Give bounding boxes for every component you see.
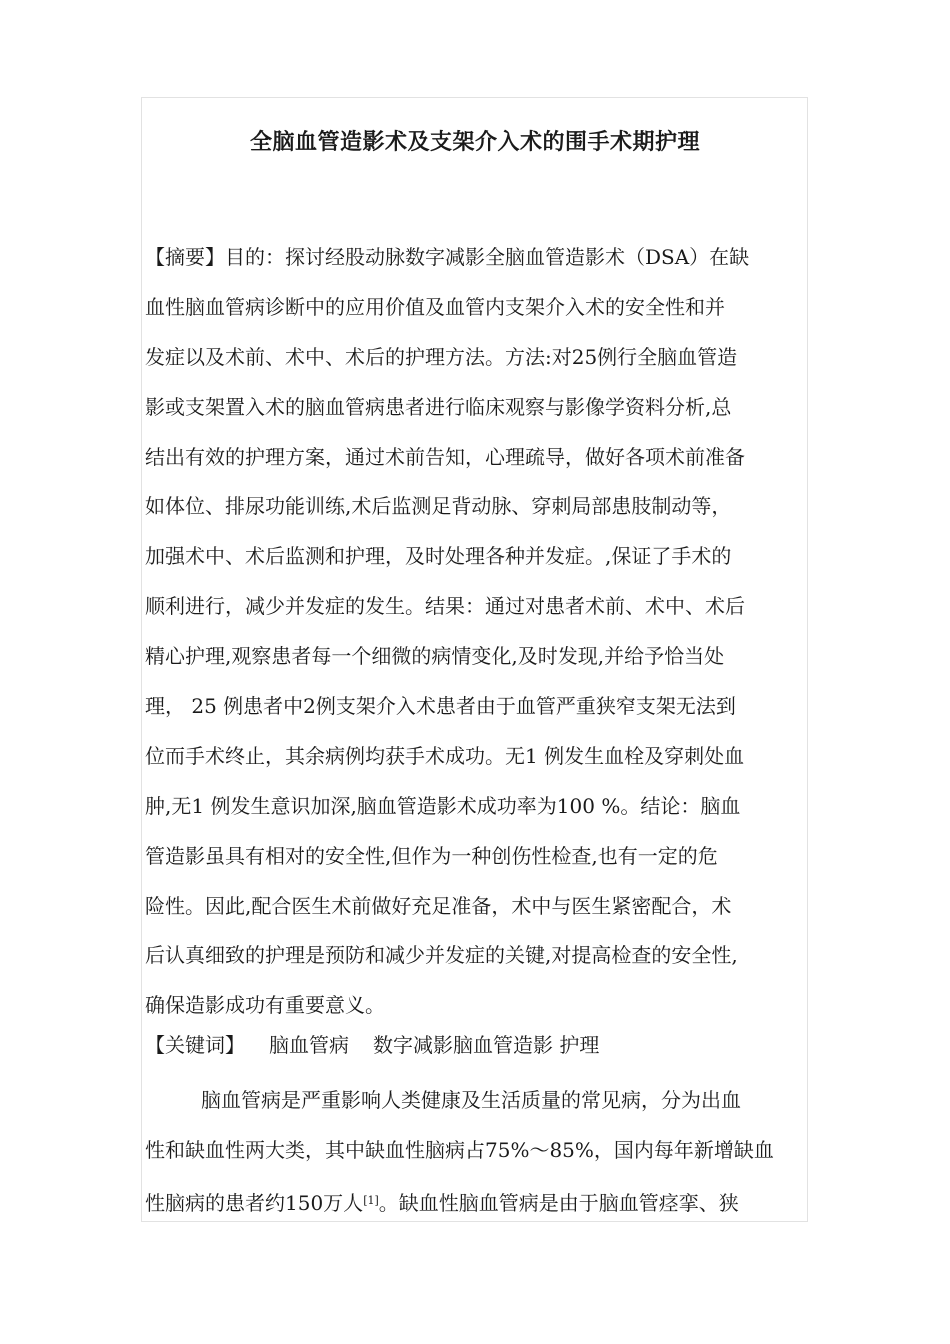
abstract-line: 影或支架置入术的脑血管病患者进行临床观察与影像学资料分析,总 — [145, 394, 732, 419]
body-line: 性和缺血性两大类，其中缺血性脑病占75%～85%，国内每年新增缺血 — [145, 1137, 774, 1162]
body-paragraph — [145, 1076, 821, 1226]
abstract-line: 位而手术终止，其余病例均获手术成功。无1 例发生血栓及穿刺处血 — [145, 743, 745, 768]
keyword: 脑血管病 — [269, 1033, 349, 1057]
abstract-paragraph — [145, 233, 821, 1031]
abstract-line: 精心护理,观察患者每一个细微的病情变化,及时发现,并给予恰当处 — [145, 644, 725, 669]
abstract-line: 顺利进行，减少并发症的发生。结果：通过对患者术前、术中、术后 — [145, 594, 745, 619]
abstract-line: 理， 25 例患者中2例支架介入术患者由于血管严重狭窄支架无法到 — [145, 694, 736, 719]
abstract-line: 如体位、排尿功能训练,术后监测足背动脉、穿刺局部患肢制动等， — [145, 494, 732, 519]
body-text: 。缺血性脑血管病是由于脑血管痉挛、狭 — [378, 1190, 739, 1215]
abstract-line: 管造影虽具有相对的安全性,但作为一种创伤性检查,也有一定的危 — [145, 843, 718, 868]
keywords-label: 【关键词】 — [145, 1033, 245, 1057]
body-line — [145, 1176, 821, 1226]
abstract-line: 发症以及术前、术中、术后的护理方法。方法:对25例行全脑血管造 — [145, 344, 738, 369]
abstract-line: 结出有效的护理方案，通过术前告知，心理疏导，做好各项术前准备 — [145, 444, 745, 469]
abstract-line: 加强术中、术后监测和护理，及时处理各种并发症。,保证了手术的 — [145, 544, 732, 569]
citation-ref[interactable]: [1] — [363, 1193, 379, 1207]
document-title: 全脑血管造影术及支架介入术的围手术期护理 — [249, 130, 700, 155]
abstract-line: 肿,无1 例发生意识加深,脑血管造影术成功率为100 %。结论：脑血 — [145, 793, 741, 818]
body-text: 性脑病的患者约150万人 — [145, 1190, 364, 1215]
abstract-line: 【摘要】目的：探讨经股动脉数字减影全脑血管造影术（DSA）在缺 — [145, 245, 750, 269]
abstract-line: 血性脑血管病诊断中的应用价值及血管内支架介入术的安全性和并 — [145, 294, 725, 319]
keyword: 数字减影脑血管造影 — [373, 1033, 553, 1057]
abstract-line: 确保造影成功有重要意义。 — [145, 993, 385, 1018]
abstract-line: 后认真细致的护理是预防和减少并发症的关键,对提高检查的安全性, — [145, 943, 738, 968]
keyword: 护理 — [559, 1033, 600, 1057]
body-line: 脑血管病是严重影响人类健康及生活质量的常见病，分为出血 — [201, 1088, 741, 1112]
keywords-line — [145, 1030, 599, 1060]
abstract-line: 险性。因此,配合医生术前做好充足准备，术中与医生紧密配合，术 — [145, 893, 732, 918]
